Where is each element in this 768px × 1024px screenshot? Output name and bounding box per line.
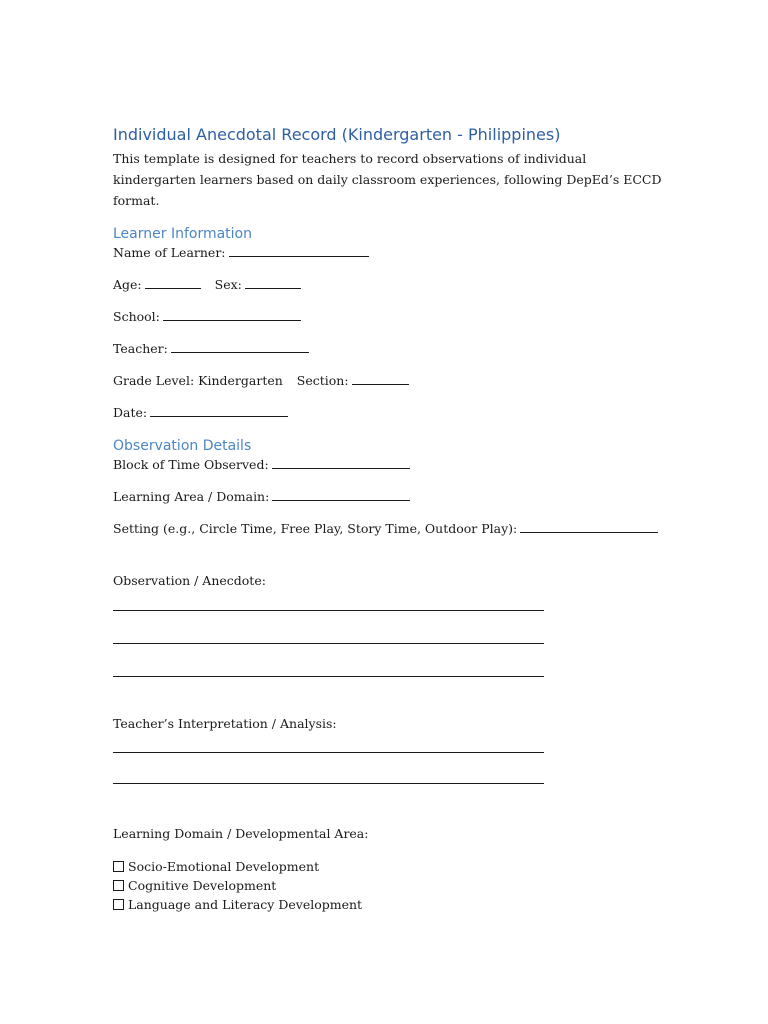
teacher-row xyxy=(113,340,673,358)
block-time-row xyxy=(113,456,673,474)
section-field[interactable] xyxy=(352,372,409,385)
setting-row xyxy=(113,520,673,538)
domain-option-label: Cognitive Development xyxy=(128,878,277,893)
teacher-label: Teacher: xyxy=(113,341,168,356)
document-content xyxy=(113,124,673,914)
sex-label: Sex: xyxy=(214,277,242,292)
school-field[interactable] xyxy=(163,308,301,321)
learner-name-row xyxy=(113,244,673,262)
anecdote-line-2[interactable] xyxy=(113,642,544,644)
anecdote-label: Observation / Anecdote: xyxy=(113,573,266,588)
checkbox-icon[interactable] xyxy=(113,861,124,872)
age-field[interactable] xyxy=(145,276,201,289)
school-row xyxy=(113,308,673,326)
checkbox-icon[interactable] xyxy=(113,899,124,910)
learner-name-label: Name of Learner: xyxy=(113,245,226,260)
learning-area-field[interactable] xyxy=(272,488,410,501)
school-label: School: xyxy=(113,309,160,324)
grade-label: Grade Level: Kindergarten xyxy=(113,373,283,388)
teacher-field[interactable] xyxy=(171,340,309,353)
learning-area-row xyxy=(113,488,673,506)
domain-checklist xyxy=(113,857,673,914)
anecdote-line-3[interactable] xyxy=(113,675,544,677)
domain-option-socio-emotional[interactable] xyxy=(113,857,673,876)
domain-option-label: Socio-Emotional Development xyxy=(128,859,320,874)
grade-section-row xyxy=(113,372,673,390)
date-row xyxy=(113,404,673,422)
domain-option-cognitive[interactable] xyxy=(113,876,673,895)
observation-heading: Observation Details xyxy=(113,438,252,454)
date-field[interactable] xyxy=(150,404,288,417)
setting-label: Setting (e.g., Circle Time, Free Play, Story Time, Outdoor Play): xyxy=(113,521,518,536)
block-time-label: Block of Time Observed: xyxy=(113,457,269,472)
sex-field[interactable] xyxy=(245,276,301,289)
block-time-field[interactable] xyxy=(272,456,410,469)
age-label: Age: xyxy=(113,277,142,292)
learner-info-heading: Learner Information xyxy=(113,226,252,242)
learning-area-label: Learning Area / Domain: xyxy=(113,489,270,504)
age-sex-row xyxy=(113,276,673,294)
section-label: Section: xyxy=(296,373,349,388)
interpretation-label: Teacher’s Interpretation / Analysis: xyxy=(113,716,337,731)
setting-field[interactable] xyxy=(520,520,658,533)
learner-name-field[interactable] xyxy=(229,244,369,257)
interpretation-line-1[interactable] xyxy=(113,751,544,753)
domain-option-language-literacy[interactable] xyxy=(113,895,673,914)
checkbox-icon[interactable] xyxy=(113,880,124,891)
intro-paragraph: This template is designed for teachers to record observations of individual kindergarten learners based on daily classroom experiences, following DepEd’s ECCD format. xyxy=(113,151,662,208)
document-title: Individual Anecdotal Record (Kindergarten - Philippines) xyxy=(113,125,561,144)
interpretation-line-2[interactable] xyxy=(113,782,544,784)
date-label: Date: xyxy=(113,405,148,420)
domain-option-label: Language and Literacy Development xyxy=(128,897,363,912)
anecdote-line-1[interactable] xyxy=(113,609,544,611)
domain-label: Learning Domain / Developmental Area: xyxy=(113,826,369,841)
